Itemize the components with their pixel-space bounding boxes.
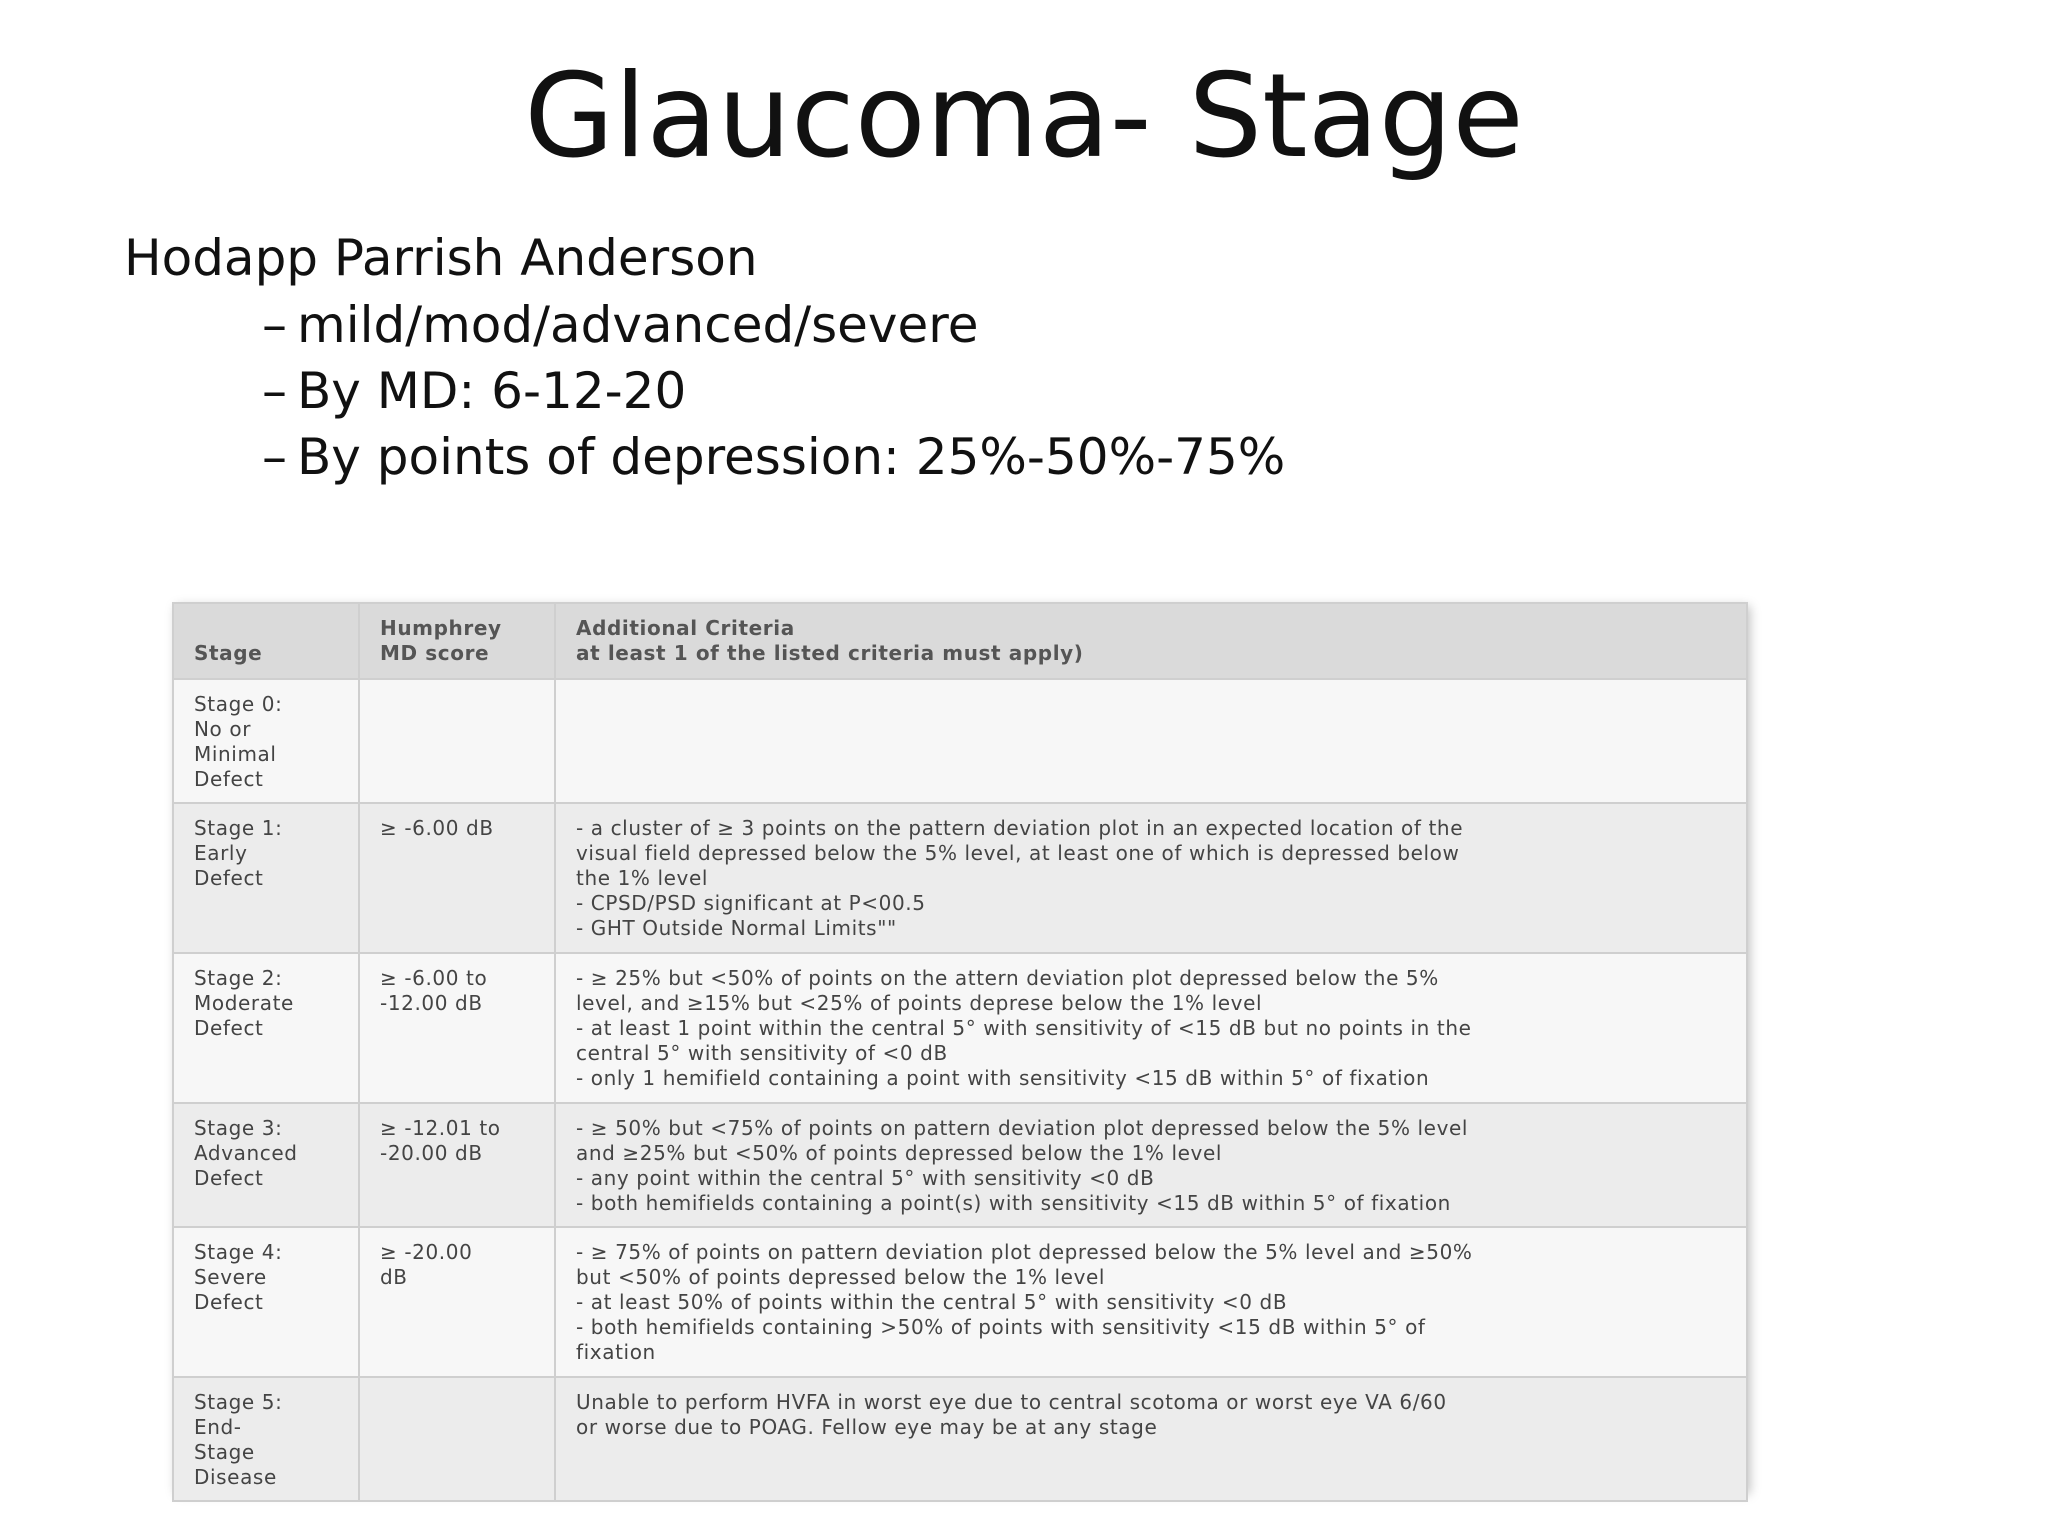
criteria-cell-line: central 5° with sensitivity of <0 dB bbox=[576, 1041, 948, 1065]
criteria-cell bbox=[555, 1227, 1747, 1377]
criteria-cell bbox=[555, 679, 1747, 803]
stage-cell-line: Stage 3: bbox=[194, 1116, 283, 1140]
slide-heading: Hodapp Parrish Anderson bbox=[124, 229, 758, 287]
md-score-cell-line: ≥ -12.01 to bbox=[380, 1116, 501, 1140]
stage-cell-line: Stage 0: bbox=[194, 692, 283, 716]
md-score-cell bbox=[359, 1377, 555, 1501]
md-score-cell bbox=[359, 803, 555, 953]
stage-table bbox=[172, 602, 1748, 1502]
stage-cell-line: Stage 5: bbox=[194, 1390, 283, 1414]
criteria-cell-line: - at least 1 point within the central 5° with sensitivity of <15 dB but no points in the bbox=[576, 1016, 1472, 1040]
stage-cell bbox=[173, 679, 359, 803]
stage-cell-line: Stage 2: bbox=[194, 966, 283, 990]
criteria-cell-line: - both hemifields containing a point(s) with sensitivity <15 dB within 5° of fixation bbox=[576, 1191, 1451, 1215]
criteria-cell-line: - ≥ 50% but <75% of points on pattern deviation plot depressed below the 5% level bbox=[576, 1116, 1469, 1140]
table-row bbox=[173, 1377, 1747, 1501]
table-row bbox=[173, 953, 1747, 1103]
md-score-cell bbox=[359, 679, 555, 803]
table-body bbox=[173, 679, 1747, 1501]
bullet-item: – mild/mod/advanced/severe bbox=[262, 296, 979, 354]
md-score-cell bbox=[359, 1227, 555, 1377]
bullet-text: By MD: 6-12-20 bbox=[297, 362, 687, 420]
criteria-cell-line: fixation bbox=[576, 1340, 656, 1364]
stage-cell-line: Stage 4: bbox=[194, 1240, 283, 1264]
criteria-cell-line: visual field depressed below the 5% level, at least one of which is depressed below bbox=[576, 841, 1460, 865]
criteria-cell-line: - a cluster of ≥ 3 points on the pattern deviation plot in an expected location of the bbox=[576, 816, 1464, 840]
stage-cell bbox=[173, 953, 359, 1103]
slide-title: Glaucoma- Stage bbox=[524, 49, 1524, 184]
stage-cell-line: Stage 1: bbox=[194, 816, 283, 840]
table-row bbox=[173, 1103, 1747, 1227]
criteria-cell-line: - any point within the central 5° with sensitivity <0 dB bbox=[576, 1166, 1155, 1190]
stage-cell-line: Defect bbox=[194, 767, 264, 791]
stage-cell-line: Minimal bbox=[194, 742, 277, 766]
criteria-cell bbox=[555, 803, 1747, 953]
table-header-row bbox=[173, 603, 1747, 679]
md-score-cell-line: dB bbox=[380, 1265, 408, 1289]
stage-cell-line: Early bbox=[194, 841, 248, 865]
criteria-cell-line: level, and ≥15% but <25% of points deprese below the 1% level bbox=[576, 991, 1263, 1015]
bullet-list bbox=[262, 292, 1285, 490]
md-score-cell bbox=[359, 1103, 555, 1227]
stage-cell-line: Moderate bbox=[194, 991, 294, 1015]
criteria-cell-line: - at least 50% of points within the central 5° with sensitivity <0 dB bbox=[576, 1290, 1288, 1314]
criteria-cell-line: - ≥ 75% of points on pattern deviation plot depressed below the 5% level and ≥50% bbox=[576, 1240, 1473, 1264]
criteria-cell-line: - ≥ 25% but <50% of points on the attern deviation plot depressed below the 5% bbox=[576, 966, 1439, 990]
header-md-line: MD score bbox=[380, 641, 490, 665]
md-score-cell-line: ≥ -6.00 to bbox=[380, 966, 488, 990]
criteria-cell-line: - both hemifields containing >50% of points with sensitivity <15 dB within 5° of bbox=[576, 1315, 1426, 1339]
criteria-cell-line: - CPSD/PSD significant at P<00.5 bbox=[576, 891, 926, 915]
stage-cell-line: No or bbox=[194, 717, 252, 741]
criteria-cell-line: or worse due to POAG. Fellow eye may be at any stage bbox=[576, 1415, 1158, 1439]
table-row bbox=[173, 803, 1747, 953]
md-score-cell-line: ≥ -6.00 dB bbox=[380, 816, 494, 840]
stage-cell-line: Advanced bbox=[194, 1141, 298, 1165]
criteria-cell-line: the 1% level bbox=[576, 866, 709, 890]
criteria-cell-line: and ≥25% but <50% of points depressed below the 1% level bbox=[576, 1141, 1223, 1165]
table-row bbox=[173, 679, 1747, 803]
md-score-cell-line: -20.00 dB bbox=[380, 1141, 483, 1165]
header-criteria-line: at least 1 of the listed criteria must apply) bbox=[576, 641, 1084, 665]
stage-cell bbox=[173, 803, 359, 953]
stage-cell-line: Defect bbox=[194, 1166, 264, 1190]
criteria-cell-line: Unable to perform HVFA in worst eye due to central scotoma or worst eye VA 6/60 bbox=[576, 1390, 1447, 1414]
stage-cell-line: Defect bbox=[194, 866, 264, 890]
md-score-cell-line: -12.00 dB bbox=[380, 991, 483, 1015]
header-criteria-line: Additional Criteria bbox=[576, 616, 795, 640]
criteria-cell-line: but <50% of points depressed below the 1% level bbox=[576, 1265, 1106, 1289]
bullet-item: – By MD: 6-12-20 bbox=[262, 362, 687, 420]
criteria-cell-line: - GHT Outside Normal Limits"" bbox=[576, 916, 897, 940]
header-criteria bbox=[555, 603, 1747, 679]
glaucoma-stage-table bbox=[172, 602, 1746, 1490]
stage-cell bbox=[173, 1103, 359, 1227]
header-stage: Stage bbox=[173, 603, 359, 679]
stage-cell-line: Severe bbox=[194, 1265, 267, 1289]
table-row bbox=[173, 1227, 1747, 1377]
criteria-cell bbox=[555, 953, 1747, 1103]
stage-cell-line: Disease bbox=[194, 1465, 277, 1489]
stage-cell bbox=[173, 1227, 359, 1377]
bullet-text: mild/mod/advanced/severe bbox=[297, 296, 979, 354]
header-md-score bbox=[359, 603, 555, 679]
stage-cell-line: End- bbox=[194, 1415, 242, 1439]
bullet-item: – By points of depression: 25%-50%-75% bbox=[262, 428, 1286, 486]
md-score-cell bbox=[359, 953, 555, 1103]
md-score-cell-line: ≥ -20.00 bbox=[380, 1240, 473, 1264]
stage-cell-line: Defect bbox=[194, 1016, 264, 1040]
criteria-cell bbox=[555, 1377, 1747, 1501]
criteria-cell bbox=[555, 1103, 1747, 1227]
header-md-line: Humphrey bbox=[380, 616, 502, 640]
bullet-text: By points of depression: 25%-50%-75% bbox=[297, 428, 1286, 486]
stage-cell bbox=[173, 1377, 359, 1501]
criteria-cell-line: - only 1 hemifield containing a point with sensitivity <15 dB within 5° of fixation bbox=[576, 1066, 1430, 1090]
stage-cell-line: Defect bbox=[194, 1290, 264, 1314]
stage-cell-line: Stage bbox=[194, 1440, 255, 1464]
